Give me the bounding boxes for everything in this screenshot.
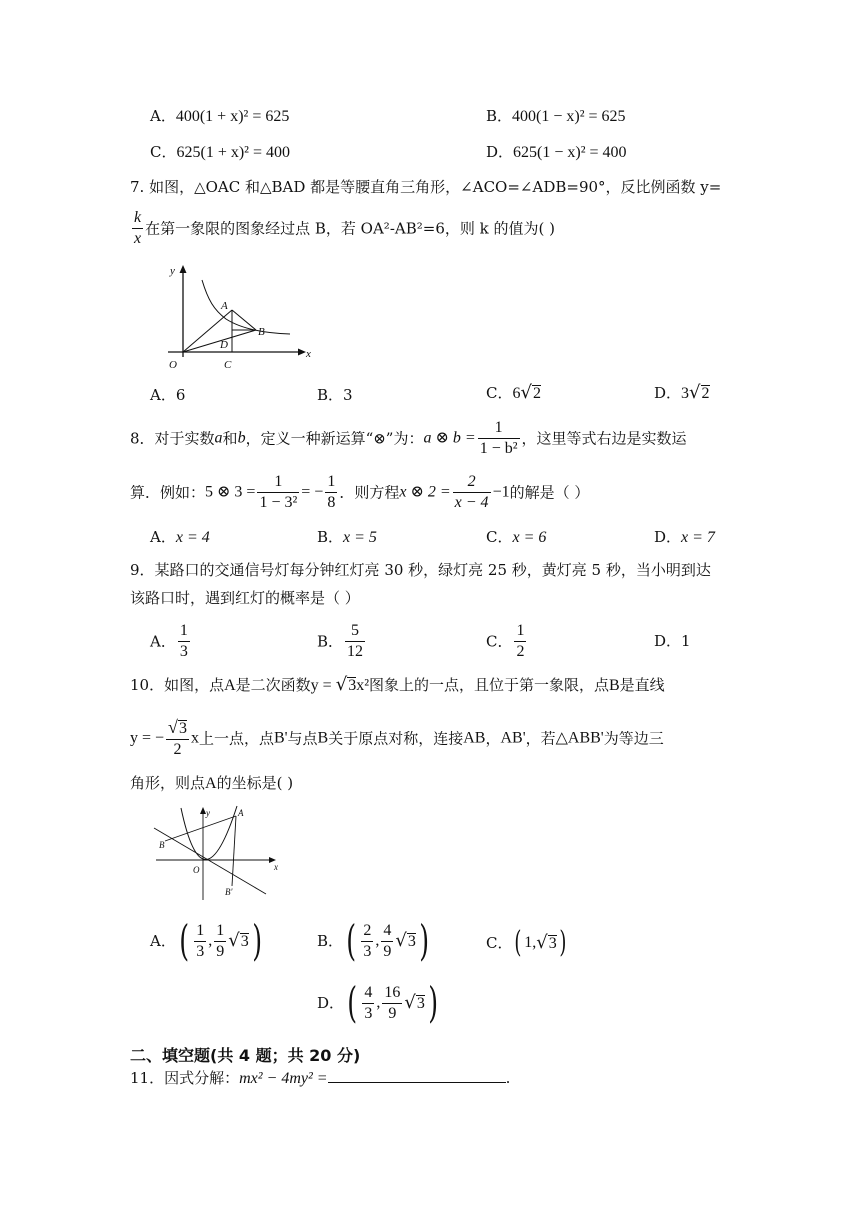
- label-x: x: [274, 862, 278, 872]
- section-heading: 二、填空题(共 4 题；共 20 分): [130, 1046, 361, 1065]
- option-expr: 400(1 + x)² = 625: [175, 108, 290, 125]
- option-letter: A．: [150, 107, 176, 125]
- q10-option-b: B．( $\frac{2}{3}$ , $\frac{4}{9}$ √3): [317, 916, 430, 965]
- label-d: D: [220, 339, 228, 351]
- label-y: y: [170, 265, 175, 277]
- q6-option-a: [150, 107, 289, 126]
- q7-option-d: D．3√2: [654, 382, 710, 403]
- q8-option-d: D．x = 7: [654, 528, 715, 546]
- q10-option-d: D．( $\frac{4}{3}$ , $\frac{16}{9}$ √3): [317, 978, 439, 1027]
- q7-stem-line1: 7. 如图，△OAC 和△BAD 都是等腰直角三角形，∠ACO=∠ADB=90°，反比例函数 y=: [130, 178, 722, 196]
- q10-stem-line2: y = − $\frac{√3}{2}$ x上一点，点B'与点B关于原点对称，连接AB，AB'，若△ABB'为等边三: [130, 717, 664, 758]
- q10-option-a: A．( $\frac{1}{3}$ , $\frac{1}{9}$ √3): [150, 916, 262, 965]
- q10-stem-line3: 角形，则点A的坐标是( ): [130, 774, 294, 792]
- label-b: B: [159, 840, 165, 850]
- x-axis-arrow: [298, 349, 306, 356]
- q8-option-b: B．x = 5: [317, 528, 377, 546]
- hyperbola-curve: [202, 280, 290, 334]
- q8-def-fraction: $\frac{1}{\text{1 − b²}}$: [479, 419, 518, 457]
- option-letter: C．: [150, 143, 177, 161]
- option-letter: D．: [486, 143, 514, 161]
- label-a: A: [221, 300, 228, 312]
- label-b: B: [258, 326, 265, 338]
- q8-equation-fraction: $\frac{2}{x - 4}$: [454, 473, 489, 511]
- q9-stem-line1: 9．某路口的交通信号灯每分钟红灯亮 30 秒，绿灯亮 25 秒，黄灯亮 5 秒，当小明到达: [130, 561, 711, 579]
- q8-example-fraction: $\frac{1}{\text{1 − 3²}}$: [259, 473, 298, 511]
- y-axis-arrow: [180, 265, 187, 273]
- label-bp: B': [225, 887, 233, 897]
- q7-figure: [160, 262, 320, 374]
- label-y: y: [206, 808, 210, 818]
- answer-blank[interactable]: [328, 1068, 506, 1083]
- q7-option-b: B．3: [317, 386, 353, 404]
- q8-option-c: C．x = 6: [486, 528, 547, 546]
- option-expr: 400(1 − x)² = 625: [512, 108, 626, 125]
- q9-option-d: D．1: [654, 632, 691, 650]
- option-expr: 625(1 − x)² = 400: [513, 144, 627, 161]
- label-a: A: [238, 808, 244, 818]
- q7-stem-line2: [130, 208, 555, 249]
- q11-stem: 11．因式分解：mx² − 4my² = .: [130, 1069, 511, 1087]
- q10-figure: [148, 804, 284, 908]
- q7-option-c: C．6√2: [486, 382, 541, 403]
- option-letter: B．: [486, 107, 513, 125]
- q8-stem-line2: 算．例如：5 ⊗ 3 = $\frac{1}{\text{1 − 3²}}$ = − $\frac{1}{8}$ ．则方程x ⊗ 2 = $\frac{2}{x - 4}$ −1的解是（ ）: [130, 473, 590, 511]
- q8-stem-line1: 8．对于实数a和b，定义一种新运算“⊗”为：a ⊗ b = $\frac{1}{\text{1 − b²}}$ ，这里等式右边是实数运: [130, 419, 687, 457]
- q6-option-c: [150, 143, 290, 162]
- q6-option-d: [486, 143, 627, 162]
- label-c: C: [224, 359, 232, 371]
- q9-stem-line2: 该路口时，遇到红灯的概率是（ ）: [130, 589, 360, 607]
- q9-option-c: C． $\frac{1}{2}$: [486, 622, 525, 660]
- q9-option-a: A． $\frac{1}{3}$: [150, 622, 188, 660]
- q7-fraction: $\frac{k}{x}$: [134, 209, 142, 247]
- q7-option-a: A．6: [150, 386, 186, 404]
- q9-option-b: B． $\frac{5}{12}$: [317, 622, 364, 660]
- q10-stem-line1: 10．如图，点A是二次函数y = √3x²图象上的一点，且位于第一象限，点B是直线: [130, 674, 665, 695]
- q8-option-a: A．x = 4: [150, 528, 210, 546]
- label-o: O: [169, 359, 177, 371]
- q7-stem-text: 在第一象限的图象经过点 B，若 OA²-AB²=6，则 k 的值为( ): [145, 219, 555, 238]
- option-expr: 625(1 + x)² = 400: [176, 144, 290, 161]
- label-o: O: [193, 865, 200, 875]
- q10-line-slope: $\frac{√3}{2}$: [168, 717, 187, 758]
- q10-option-c: C．( 1,√3): [486, 925, 567, 960]
- label-x: x: [306, 348, 311, 360]
- q8-example-result: $\frac{1}{8}$: [327, 473, 336, 511]
- line-bbp: [154, 828, 266, 894]
- q6-option-b: [486, 107, 626, 126]
